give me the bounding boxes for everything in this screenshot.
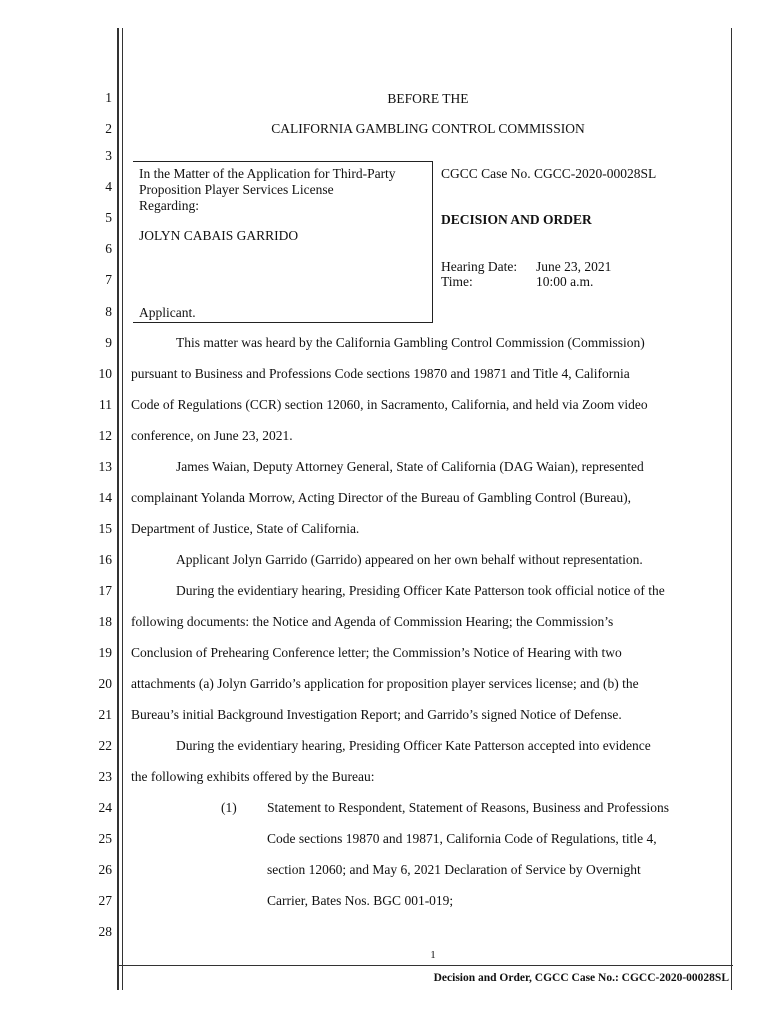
line-number: 14 (98, 490, 112, 505)
line-number: 19 (98, 645, 112, 660)
caption-matter-line: Proposition Player Services License (139, 182, 334, 197)
line-number: 11 (99, 397, 112, 412)
body-line: the following exhibits offered by the Bureau: (131, 769, 375, 784)
line-number: 4 (105, 179, 112, 194)
body-line: Conclusion of Prehearing Conference letter; the Commission’s Notice of Hearing with two (131, 645, 622, 660)
applicant-name: JOLYN CABAIS GARRIDO (139, 228, 299, 243)
exhibit-line: Statement to Respondent, Statement of Reasons, Business and Professions (267, 800, 669, 815)
line-number: 9 (105, 335, 112, 350)
time-label: Time: (441, 274, 473, 289)
line-number: 20 (98, 676, 112, 691)
line-number: 17 (98, 583, 112, 598)
line-number: 28 (98, 924, 112, 939)
line-number: 18 (98, 614, 112, 629)
line-number: 27 (98, 893, 112, 908)
caption-matter-line: In the Matter of the Application for Third-Party (139, 166, 396, 181)
body-line: following documents: the Notice and Agenda of Commission Hearing; the Commission’s (131, 614, 614, 629)
line-number: 26 (98, 862, 112, 877)
exhibit-line: section 12060; and May 6, 2021 Declaration of Service by Overnight (267, 862, 641, 877)
left-margin-rule-outer (117, 28, 119, 990)
line-number: 5 (105, 210, 112, 225)
left-margin-rule-inner (122, 28, 123, 990)
body-line: James Waian, Deputy Attorney General, State of California (DAG Waian), represented (176, 459, 644, 474)
line-number: 8 (105, 304, 112, 319)
body-line: This matter was heard by the California Gambling Control Commission (Commission) (176, 335, 645, 350)
body-line: Applicant Jolyn Garrido (Garrido) appeared on her own behalf without representation. (176, 552, 643, 567)
body-line: During the evidentiary hearing, Presiding Officer Kate Patterson accepted into evidence (176, 738, 651, 753)
line-number: 24 (98, 800, 112, 815)
line-number: 21 (98, 707, 112, 722)
body-line: Code of Regulations (CCR) section 12060, in Sacramento, California, and held via Zoom video (131, 397, 648, 412)
time-value: 10:00 a.m. (536, 274, 594, 289)
document-title: DECISION AND ORDER (441, 212, 592, 227)
body-line: Bureau’s initial Background Investigation Report; and Garrido’s signed Notice of Defense. (131, 707, 622, 722)
body-line: attachments (a) Jolyn Garrido’s application for proposition player services license; and (b) the (131, 676, 639, 691)
body-line: pursuant to Business and Professions Code sections 19870 and 19871 and Title 4, California (131, 366, 630, 381)
footer-caption: Decision and Order, CGCC Case No.: CGCC-2020-00028SL (433, 972, 729, 984)
footer-rule (119, 965, 733, 966)
exhibit-line: Carrier, Bates Nos. BGC 001-019; (267, 893, 454, 908)
line-number: 12 (98, 428, 112, 443)
line-number: 16 (98, 552, 112, 567)
exhibit-line: Code sections 19870 and 19871, California Code of Regulations, title 4, (267, 831, 657, 846)
applicant-label: Applicant. (139, 305, 196, 320)
exhibit-number: (1) (221, 800, 237, 815)
right-margin-rule (731, 28, 732, 990)
line-number: 6 (105, 241, 112, 256)
heading-commission-name: CALIFORNIA GAMBLING CONTROL COMMISSION (271, 121, 585, 136)
line-number: 2 (105, 121, 112, 136)
case-number: CGCC Case No. CGCC-2020-00028SL (441, 166, 657, 181)
caption-matter-line: Regarding: (139, 198, 199, 213)
line-number: 10 (98, 366, 112, 381)
body-line: During the evidentiary hearing, Presiding Officer Kate Patterson took official notice of the (176, 583, 665, 598)
page-number: 1 (430, 949, 436, 961)
hearing-date-label: Hearing Date: (441, 259, 518, 274)
heading-before-the: BEFORE THE (387, 91, 469, 106)
body-line: Department of Justice, State of California. (131, 521, 360, 536)
body-line: conference, on June 23, 2021. (131, 428, 293, 443)
line-number: 23 (98, 769, 112, 784)
line-number: 22 (98, 738, 112, 753)
line-number: 1 (105, 90, 112, 105)
body-line: complainant Yolanda Morrow, Acting Director of the Bureau of Gambling Control (Bureau), (131, 490, 632, 505)
line-number: 13 (98, 459, 112, 474)
line-number: 25 (98, 831, 112, 846)
line-number: 15 (98, 521, 112, 536)
line-number: 7 (105, 272, 112, 287)
line-number: 3 (105, 148, 112, 163)
hearing-date-value: June 23, 2021 (536, 259, 612, 274)
